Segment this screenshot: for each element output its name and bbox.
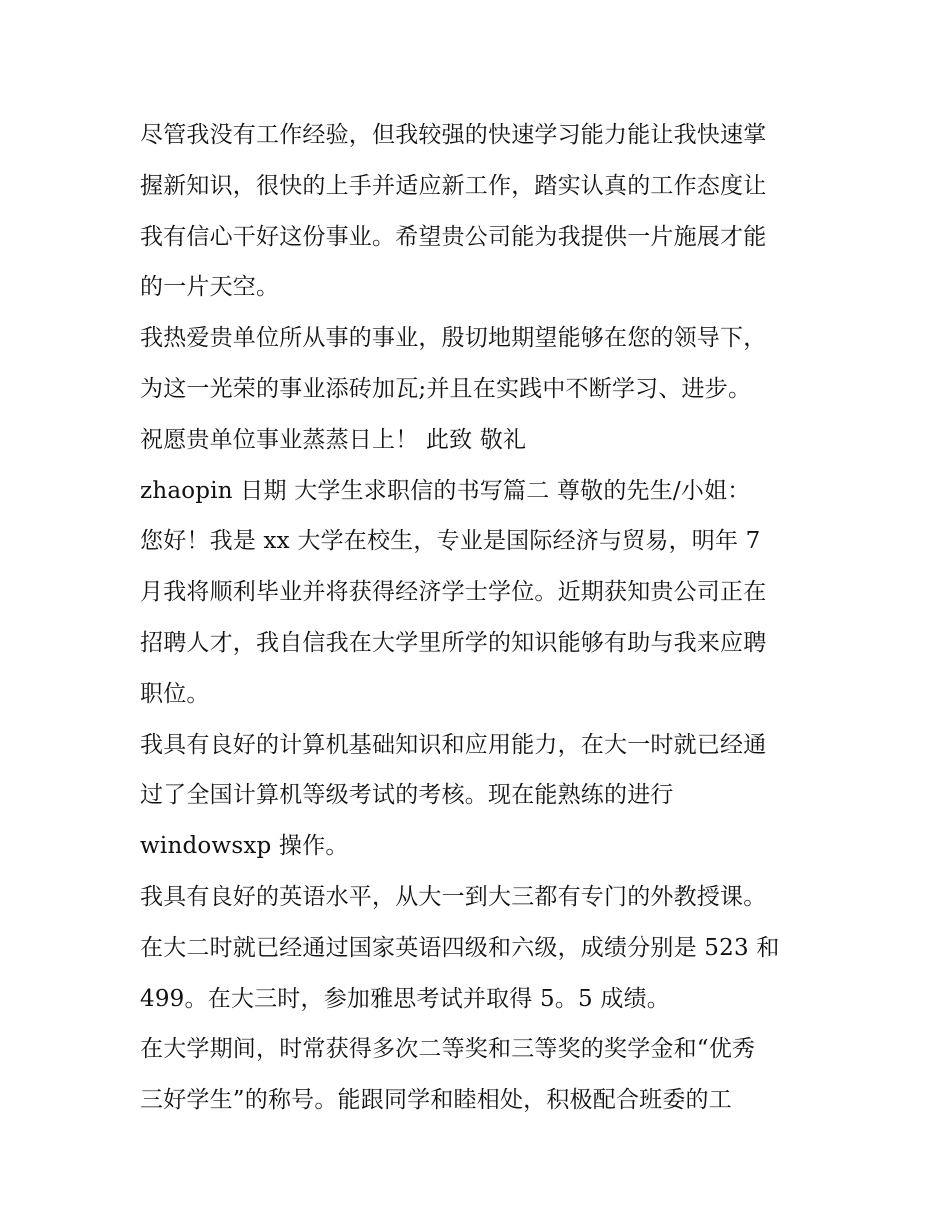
text-line: 499。在大三时，参加雅思考试并取得 5。5 成绩。 [140, 985, 670, 1012]
text-line: 祝愿贵单位事业蒸蒸日上！ 此致 敬礼 [140, 426, 527, 453]
text-line: 我具有良好的计算机基础知识和应用能力，在大一时就已经通 [140, 731, 767, 758]
text-line: 您好！我是 xx 大学在校生，专业是国际经济与贸易，明年 7 [140, 528, 761, 555]
text-line: 三好学生”的称号。能跟同学和睦相处，积极配合班委的工 [140, 1087, 732, 1114]
text-line: 我有信心干好这份事业。希望贵公司能为我提供一片施展才能 [140, 223, 767, 250]
text-line: windowsxp 操作。 [140, 833, 349, 860]
text-line: zhaopin 日期 大学生求职信的书写篇二 尊敬的先生/小姐： [140, 477, 751, 504]
text-line: 握新知识，很快的上手并适应新工作，踏实认真的工作态度让 [140, 172, 767, 199]
text-line: 职位。 [140, 680, 210, 707]
text-line: 在大二时就已经通过国家英语四级和六级，成绩分别是 523 和 [140, 934, 780, 961]
text-line: 的一片天空。 [140, 274, 280, 301]
text-line: 过了全国计算机等级考试的考核。现在能熟练的进行 [140, 782, 674, 809]
text-line: 为这一光荣的事业添砖加瓦;并且在实践中不断学习、进步。 [140, 375, 752, 402]
text-line: 尽管我没有工作经验，但我较强的快速学习能力能让我快速掌 [140, 122, 767, 148]
text-line: 在大学期间，时常获得多次二等奖和三等奖的奖学金和“优秀 [140, 1036, 756, 1063]
text-line: 月我将顺利毕业并将获得经济学士学位。近期获知贵公司正在 [140, 579, 767, 606]
document-body [140, 110, 820, 1126]
text-line: 我热爱贵单位所从事的事业，殷切地期望能够在您的领导下， [140, 325, 767, 352]
text-line: 我具有良好的英语水平，从大一到大三都有专门的外教授课。 [140, 883, 767, 910]
text-line: 招聘人才，我自信我在大学里所学的知识能够有助与我来应聘 [140, 629, 767, 656]
